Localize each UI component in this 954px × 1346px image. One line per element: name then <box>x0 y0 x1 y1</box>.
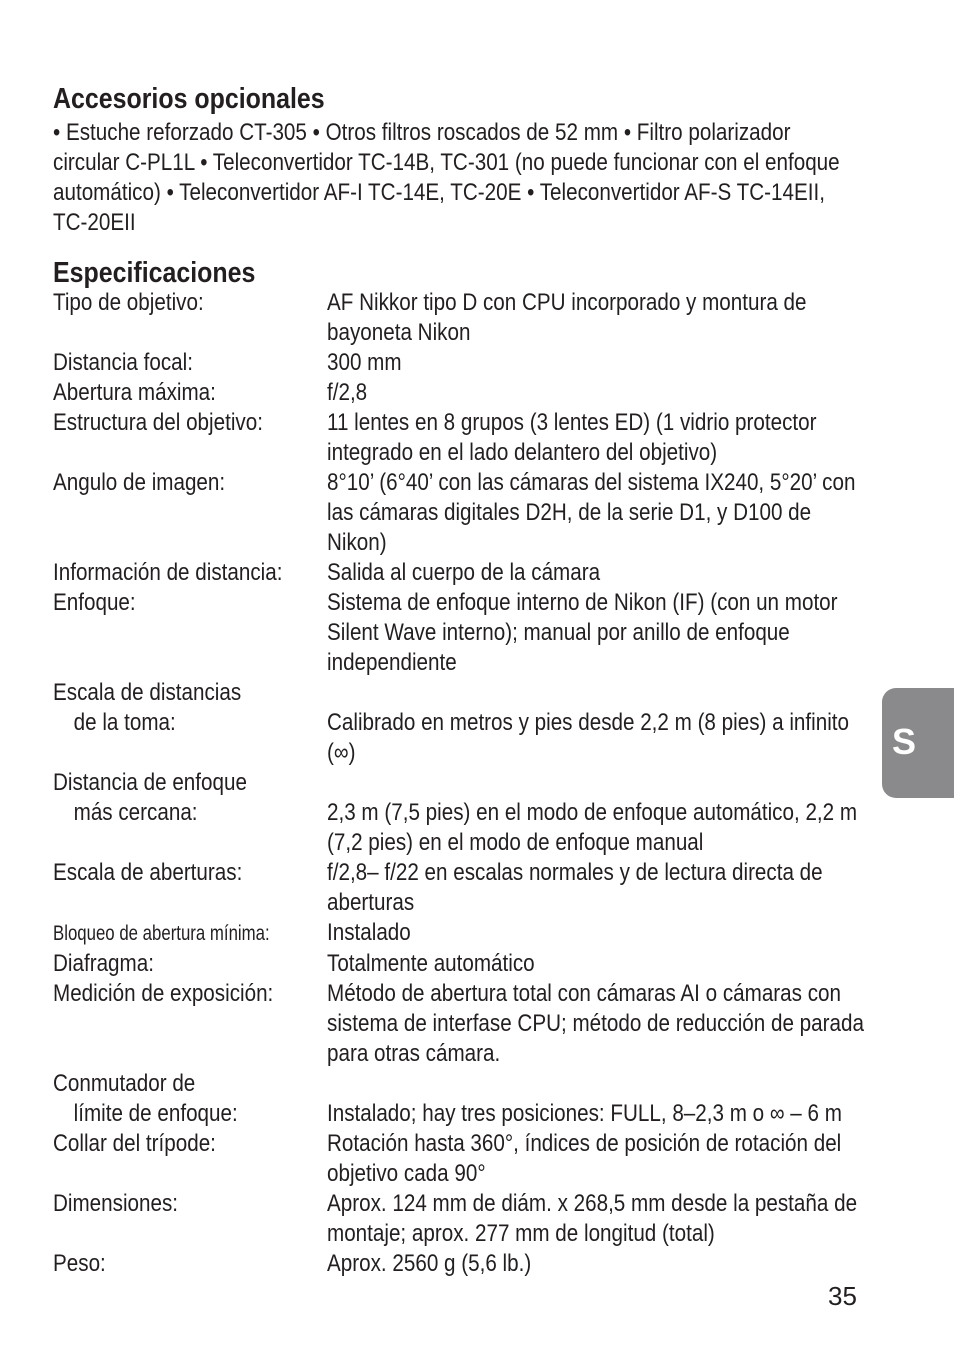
spec-row-distance-scale <box>53 708 868 768</box>
spec-value: Aprox. 2560 g (5,6 lb.) <box>327 1250 532 1277</box>
spec-label: Bloqueo de abertura mínima: <box>53 922 270 945</box>
accessories-section <box>53 118 868 238</box>
spec-label: Diafragma: <box>53 950 154 977</box>
spec-row-closest-focus <box>53 798 868 858</box>
language-tab <box>882 688 954 798</box>
spec-label: Angulo de imagen: <box>53 469 226 496</box>
accessories-heading: Accesorios opcionales <box>53 83 325 115</box>
specs-list <box>53 288 868 1279</box>
spec-row-lens-construction <box>53 408 868 468</box>
specs-heading: Especificaciones <box>53 257 256 289</box>
spec-label-continued: más cercana: <box>73 799 198 826</box>
spec-row-exposure-measurement <box>53 979 868 1069</box>
spec-row-picture-angle <box>53 468 868 558</box>
spec-row-focal-length <box>53 348 868 378</box>
spec-value: AF Nikkor tipo D con CPU incorporado y montura de bayoneta Nikon <box>327 289 807 346</box>
spec-label: Conmutador de <box>53 1070 196 1097</box>
spec-value: 11 lentes en 8 grupos (3 lentes ED) (1 vidrio protector integrado en el lado delantero del objetivo) <box>327 409 817 466</box>
spec-value: 300 mm <box>327 349 402 376</box>
spec-row-aperture-scale <box>53 858 868 918</box>
spec-label: Abertura máxima: <box>53 379 216 406</box>
spec-row-distance-info <box>53 558 868 588</box>
page-content <box>53 80 868 1279</box>
spec-row-closest-focus-line1 <box>53 768 868 798</box>
spec-value: Calibrado en metros y pies desde 2,2 m (8 pies) a infinito (∞) <box>327 709 850 766</box>
spec-value: 8°10’ (6°40’ con las cámaras del sistema IX240, 5°20’ con las cámaras digitales D2H, de la serie D1, y D100 de Nikon) <box>327 469 856 556</box>
spec-label-continued: límite de enfoque: <box>73 1100 238 1127</box>
spec-row-min-aperture-lock <box>53 918 868 949</box>
spec-value: Salida al cuerpo de la cámara <box>327 559 601 586</box>
accessories-text: • Estuche reforzado CT-305 • Otros filtros roscados de 52 mm • Filtro polarizador circular C-PL1L • Teleconvertidor TC-14B, TC-301 (no puede funcionar con el enfoque automático) • Teleconvertidor AF-I TC-14E, TC-20E • Teleconvertidor AF-S TC-14EII, TC-20EII <box>53 119 840 236</box>
spec-label: Collar del trípode: <box>53 1130 216 1157</box>
spec-label: Medición de exposición: <box>53 980 274 1007</box>
spec-label: Dimensiones: <box>53 1190 179 1217</box>
spec-value: Rotación hasta 360°, índices de posición de rotación del objetivo cada 90° <box>327 1130 842 1187</box>
spec-label: Estructura del objetivo: <box>53 409 263 436</box>
spec-label: Información de distancia: <box>53 559 283 586</box>
spec-label: Enfoque: <box>53 589 136 616</box>
spec-label-continued: de la toma: <box>73 709 176 736</box>
spec-label: Tipo de objetivo: <box>53 289 204 316</box>
spec-label: Escala de distancias <box>53 679 242 706</box>
spec-row-focus-limit-line1 <box>53 1069 868 1099</box>
spec-value: Sistema de enfoque interno de Nikon (IF) (con un motor Silent Wave interno); manual por anillo de enfoque independiente <box>327 589 838 676</box>
spec-row-weight <box>53 1249 868 1279</box>
spec-label: Distancia de enfoque <box>53 769 247 796</box>
spec-value: f/2,8 <box>327 379 368 406</box>
spec-row-diaphragm <box>53 949 868 979</box>
page-number: 35 <box>828 1281 857 1311</box>
spec-value: Totalmente automático <box>327 950 535 977</box>
spec-value: Instalado; hay tres posiciones: FULL, 8–2,3 m o ∞ – 6 m <box>327 1100 842 1127</box>
spec-row-lens-type <box>53 288 868 348</box>
spec-value: f/2,8– f/22 en escalas normales y de lectura directa de aberturas <box>327 859 823 916</box>
spec-row-max-aperture <box>53 378 868 408</box>
spec-label: Distancia focal: <box>53 349 193 376</box>
spec-row-focusing <box>53 588 868 678</box>
spec-label: Peso: <box>53 1250 106 1277</box>
spec-row-distance-scale-line1 <box>53 678 868 708</box>
spec-label: Escala de aberturas: <box>53 859 243 886</box>
spec-row-tripod-collar <box>53 1129 868 1189</box>
spec-value: 2,3 m (7,5 pies) en el modo de enfoque automático, 2,2 m (7,2 pies) en el modo de enfoque manual <box>327 799 858 856</box>
spec-value: Aprox. 124 mm de diám. x 268,5 mm desde la pestaña de montaje; aprox. 277 mm de longitud (total) <box>327 1190 858 1247</box>
spec-row-dimensions <box>53 1189 868 1249</box>
spec-row-focus-limit <box>53 1099 868 1129</box>
spec-value: Método de abertura total con cámaras AI o cámaras con sistema de interfase CPU; método de reducción de parada para otras cámara. <box>327 980 864 1067</box>
language-tab-letter: S <box>892 721 917 762</box>
spec-value: Instalado <box>327 919 411 946</box>
